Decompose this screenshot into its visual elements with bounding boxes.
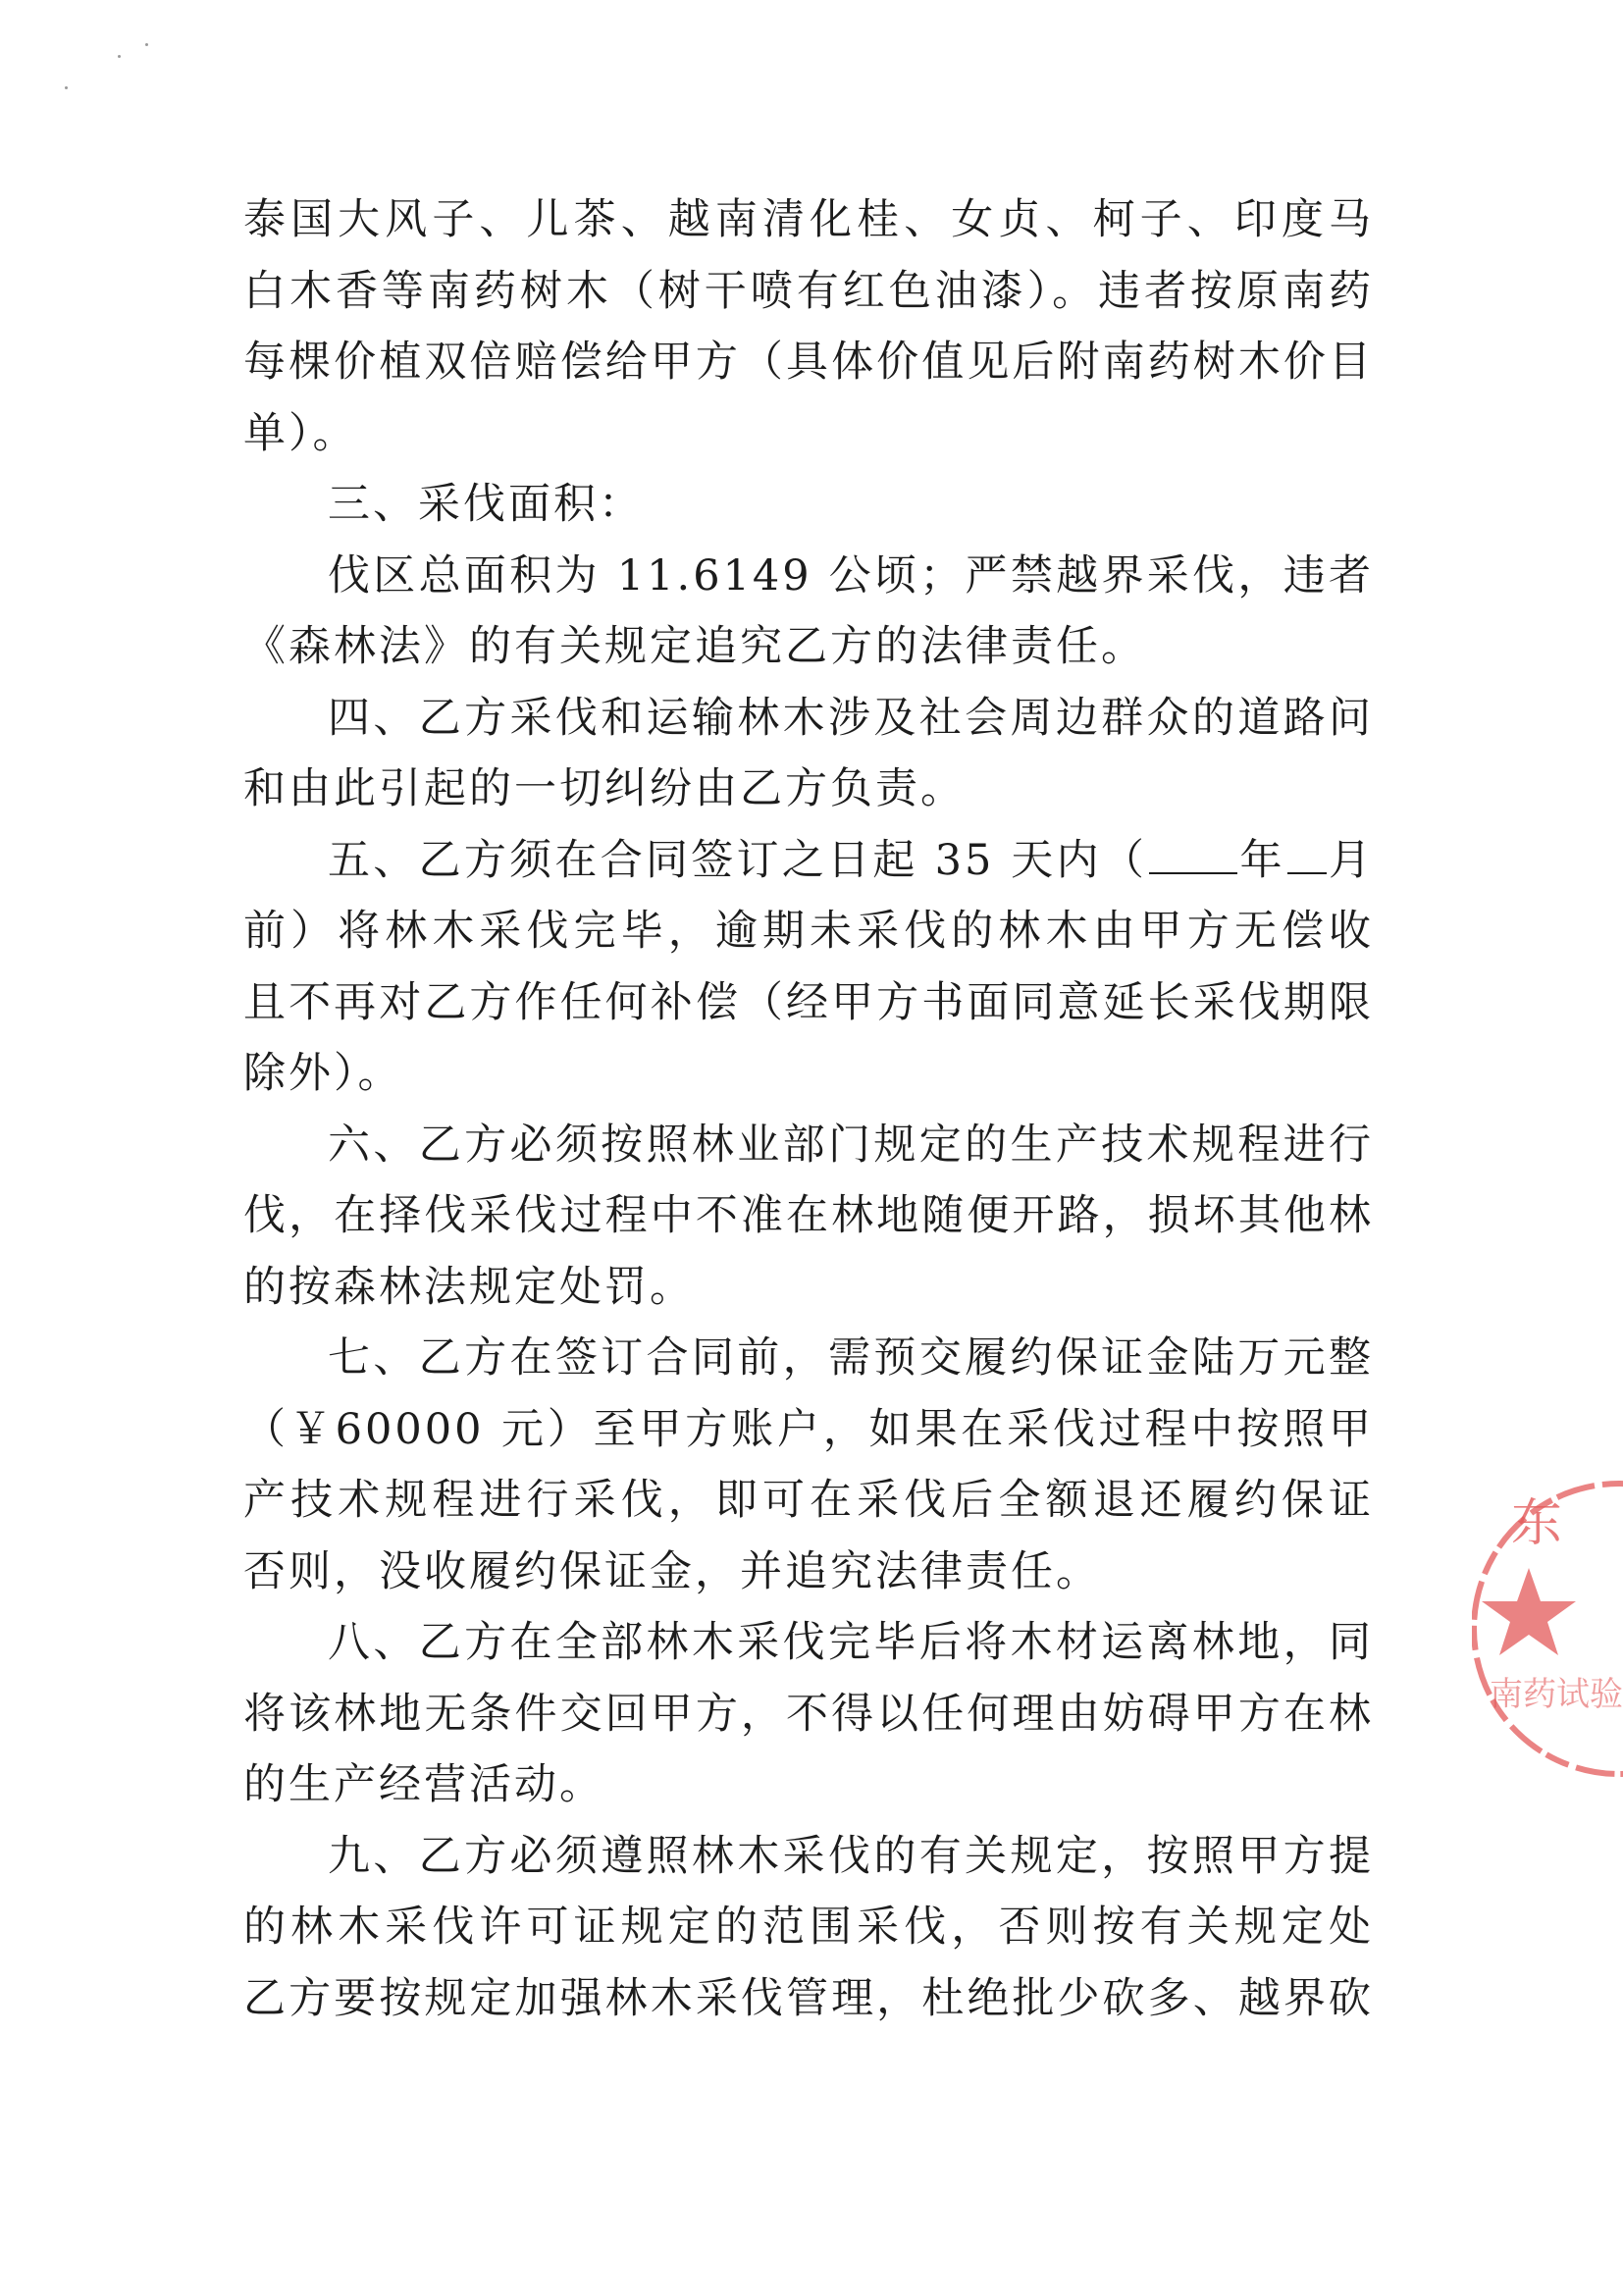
line-text: 且不再对乙方作任何补偿（经甲方书面同意延长采伐期限	[243, 977, 1374, 1027]
line-text: 四、乙方采伐和运输林木涉及社会周边群众的道路问	[328, 693, 1374, 743]
seal-bottom-text: 南药试验	[1490, 1675, 1623, 1714]
date-label-year: 年	[1239, 835, 1285, 885]
text-line	[243, 611, 1374, 683]
text-line	[243, 1821, 1374, 1893]
text-line	[243, 1465, 1374, 1537]
line-text: 九、乙方必须遵照林木采伐的有关规定，按照甲方提	[328, 1831, 1374, 1881]
star-icon	[1482, 1568, 1576, 1655]
text-line	[243, 184, 1374, 256]
line-text: 五、乙方须在合同签订之日起 35 天内（	[328, 835, 1148, 885]
line-text: 前）将林木采伐完毕，逾期未采伐的林木由甲方无偿收	[243, 907, 1374, 956]
text-line	[243, 683, 1374, 755]
text-line	[243, 1963, 1374, 2035]
text-line	[243, 1323, 1374, 1394]
text-line	[243, 541, 1374, 612]
scan-speck	[65, 86, 68, 89]
text-line	[243, 1892, 1374, 1963]
text-line	[243, 1038, 1374, 1110]
text-line	[243, 1252, 1374, 1324]
text-line	[243, 1180, 1374, 1252]
line-text: 《森林法》的有关规定追究乙方的法律责任。	[243, 622, 1146, 671]
text-line	[243, 469, 1374, 541]
text-line	[243, 754, 1374, 825]
text-line	[243, 327, 1374, 398]
date-blank-month	[1287, 839, 1327, 874]
text-line	[243, 1749, 1374, 1821]
line-text: 乙方要按规定加强林木采伐管理，杜绝批少砍多、越界砍	[243, 1973, 1374, 2023]
line-text: 每棵价植双倍赔偿给甲方（具体价值见后附南药树木价目	[243, 338, 1374, 387]
text-line	[243, 1394, 1374, 1466]
line-text: 七、乙方在签订合同前，需预交履约保证金陆万元整	[328, 1333, 1374, 1383]
official-seal	[1472, 1462, 1623, 1796]
line-text: 单）。	[243, 408, 358, 458]
text-line	[243, 825, 1374, 897]
document-body	[243, 184, 1374, 2034]
seal-top-char: 东	[1511, 1494, 1563, 1553]
text-line	[243, 967, 1374, 1039]
line-text: 和由此引起的一切纠纷由乙方负责。	[243, 764, 966, 813]
scan-speck	[145, 43, 148, 46]
text-line	[243, 896, 1374, 967]
line-text: 产技术规程进行采伐，即可在采伐后全额退还履约保证	[243, 1476, 1374, 1525]
seal-ring	[1474, 1484, 1623, 1774]
line-text: 伐，在择伐采伐过程中不准在林地随便开路，损坏其他林	[243, 1191, 1374, 1240]
line-text: （￥60000 元）至甲方账户，如果在采伐过程中按照甲	[243, 1404, 1374, 1454]
scan-speck	[118, 55, 121, 58]
line-text: 否则，没收履约保证金，并追究法律责任。	[243, 1546, 1101, 1596]
text-line	[243, 1679, 1374, 1750]
line-text: 白木香等南药树木（树干喷有红色油漆）。违者按原南药	[243, 266, 1374, 316]
line-text: 的林木采伐许可证规定的范围采伐，否则按有关规定处	[243, 1903, 1374, 1952]
text-line	[243, 1607, 1374, 1679]
line-text: 的生产经营活动。	[243, 1760, 604, 1809]
line-text: 泰国大风子、儿茶、越南清化桂、女贞、柯子、印度马	[243, 195, 1374, 244]
line-text: 八、乙方在全部林木采伐完毕后将木材运离林地，同	[328, 1618, 1374, 1667]
text-line	[243, 1110, 1374, 1181]
line-text: 三、采伐面积：	[328, 480, 644, 529]
line-text: 六、乙方必须按照林业部门规定的生产技术规程进行	[328, 1120, 1374, 1170]
line-text: 将该林地无条件交回甲方，不得以任何理由妨碍甲方在林	[243, 1689, 1374, 1739]
text-line	[243, 398, 1374, 470]
text-line	[243, 256, 1374, 328]
line-text: 除外）。	[243, 1049, 403, 1098]
line-text: 伐区总面积为 11.6149 公顷；严禁越界采伐，违者	[328, 550, 1374, 600]
text-line	[243, 1537, 1374, 1608]
line-text: 的按森林法规定处罚。	[243, 1262, 695, 1312]
date-label-month: 月	[1328, 835, 1374, 885]
date-blank-year	[1149, 839, 1237, 874]
